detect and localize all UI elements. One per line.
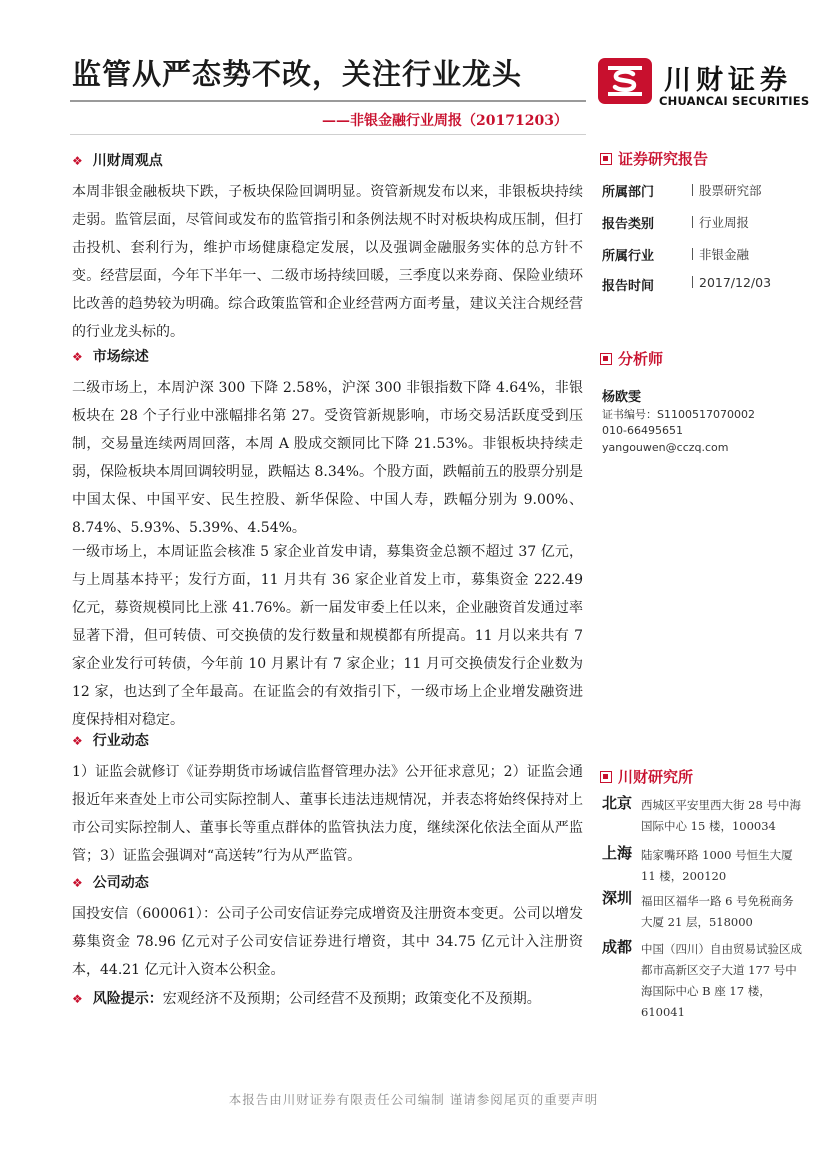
- section-heading-industry-news: ❖ 行业动态: [72, 733, 149, 749]
- diamond-bullet-icon: ❖: [72, 734, 83, 748]
- section-heading-weekly-view: ❖ 川财周观点: [72, 153, 163, 169]
- info-label-department: 所属部门: [602, 185, 655, 200]
- section-heading-market-review: ❖ 市场综述: [72, 349, 149, 365]
- market-secondary-paragraph: 二级市场上，本周沪深 300 下降 2.58%，沪深 300 非银指数下降 4.64%，非银板块在 28 个子行业中涨幅排名第 27。受资管新规影响，市场交易活跃度受到压制，交易量连续两周回落，本周 A 股成交额同比下降 21.53%。非银板块持续走弱，保险板块本周回调较明显，跌幅达 8.34%。个股方面，跌幅前五的股票分别是中国太保、中国平安、民生控股、新华保险、中国人寿，跌幅分别为 9.00%、8.74%、5.93%、5.39%、4.54%。: [72, 380, 583, 536]
- info-value-industry: 非银金融: [692, 245, 749, 263]
- brand-name-cn: 川财证券: [664, 65, 792, 96]
- company-news-paragraph: 国投安信（600061）：公司子公司安信证券完成增资及注册资本变更。公司以增发募集资金 78.96 亿元对子公司安信证券进行增资，其中 34.75 亿元计入注册资本，44.21 亿元计入资本公积金。: [72, 906, 583, 978]
- industry-news-paragraph: 1）证监会就修订《证券期货市场诚信监督管理办法》公开征求意见；2）证监会通报近年来查处上市公司实际控制人、董事长违法违规情况，并表态将始终保持对上市公司实际控制人、董事长等重点群体的监管执法力度，继续深化依法全面从严监管；3）证监会强调对“高送转”行为从严监管。: [72, 764, 583, 864]
- office-address-chengdu: 中国（四川）自由贸易试验区成都市高新区交子大道 177 号中海国际中心 B 座 17 楼，610041: [641, 942, 802, 1019]
- chuancai-logo-icon: [598, 58, 652, 104]
- risk-warning: [72, 988, 541, 1008]
- square-bullet-icon: [600, 353, 612, 365]
- office-address-beijing: 西城区平安里西大街 28 号中海国际中心 15 楼，100034: [641, 798, 801, 833]
- weekly-view-paragraph: 本周非银金融板块下跌，子板块保险回调明显。资管新规发布以来，非银板块持续走弱。监管层面，尽管间或发布的监管指引和条例法规不时对板块构成压制，但打击投机、套利行为，维护市场健康稳定发展，以及强调金融服务实体的总方针不变。经营层面，今年下半年一、二级市场持续回暖，三季度以来券商、保险业绩环比改善的趋势较为明确。综合政策监管和企业经营两方面考量，建议关注合规经营的行业龙头标的。: [72, 184, 583, 340]
- office-address-shanghai: 陆家嘴环路 1000 号恒生大厦 11 楼，200120: [641, 848, 793, 883]
- office-city-beijing: 北京: [602, 794, 633, 812]
- section-heading-company-news: ❖ 公司动态: [72, 875, 149, 891]
- brand-name-en: CHUANCAI SECURITIES: [659, 94, 810, 108]
- diamond-bullet-icon: ❖: [72, 154, 83, 168]
- square-bullet-icon: [600, 153, 612, 165]
- institute-heading: 川财研究所: [600, 766, 693, 787]
- square-bullet-icon: [600, 771, 612, 783]
- office-city-chengdu: 成都: [602, 938, 633, 956]
- page-footer: 本报告由川财证券有限责任公司编制 谨请参阅尾页的重要声明: [228, 1092, 599, 1107]
- info-value-category: 行业周报: [692, 213, 749, 231]
- info-value-date: 2017/12/03: [692, 275, 771, 290]
- analyst-phone: 010-66495651: [602, 424, 683, 437]
- office-city-shenzhen: 深圳: [602, 889, 633, 907]
- diamond-bullet-icon: ❖: [72, 876, 83, 890]
- analyst-email[interactable]: yangouwen@cczq.com: [602, 441, 729, 454]
- info-label-category: 报告类别: [602, 217, 655, 232]
- report-subtitle: ——非银金融行业周报（20171203）: [322, 113, 568, 129]
- office-address-shenzhen: 福田区福华一路 6 号免税商务大厦 21 层，518000: [641, 894, 794, 929]
- info-label-date: 报告时间: [602, 279, 655, 294]
- info-value-department: 股票研究部: [692, 181, 762, 199]
- analyst-name: 杨欧雯: [602, 390, 642, 405]
- report-info-heading: 证券研究报告: [600, 148, 708, 169]
- analyst-cert: 证书编号：S1100517070002: [602, 408, 755, 421]
- office-city-shanghai: 上海: [602, 844, 633, 862]
- diamond-bullet-icon: ❖: [72, 992, 83, 1006]
- title-divider: [70, 100, 586, 102]
- subtitle-divider: [70, 134, 586, 135]
- report-title: 监管从严态势不改，关注行业龙头: [72, 57, 523, 91]
- analyst-heading: 分析师: [600, 348, 663, 369]
- diamond-bullet-icon: ❖: [72, 350, 83, 364]
- market-primary-paragraph: 一级市场上，本周证监会核准 5 家企业首发申请，募集资金总额不超过 37 亿元，与上周基本持平；发行方面，11 月共有 36 家企业首发上市，募集资金 222.49 亿元，募资规模同比上涨 41.76%。新一届发审委上任以来，企业融资首发通过率显著下滑，但可转债、可交换债的发行数量和规模都有所提高。11 月以来共有 7 家企业发行可转债，今年前 10 月累计有 7 家企业；11 月可交换债发行企业数为 12 家，也达到了全年最高。在证监会的有效指引下，一级市场上企业增发融资进度保持相对稳定。: [72, 544, 583, 728]
- info-label-industry: 所属行业: [602, 249, 655, 264]
- risk-text: 宏观经济不及预期；公司经营不及预期；政策变化不及预期。: [162, 991, 541, 1007]
- risk-label: 风险提示：: [92, 991, 163, 1007]
